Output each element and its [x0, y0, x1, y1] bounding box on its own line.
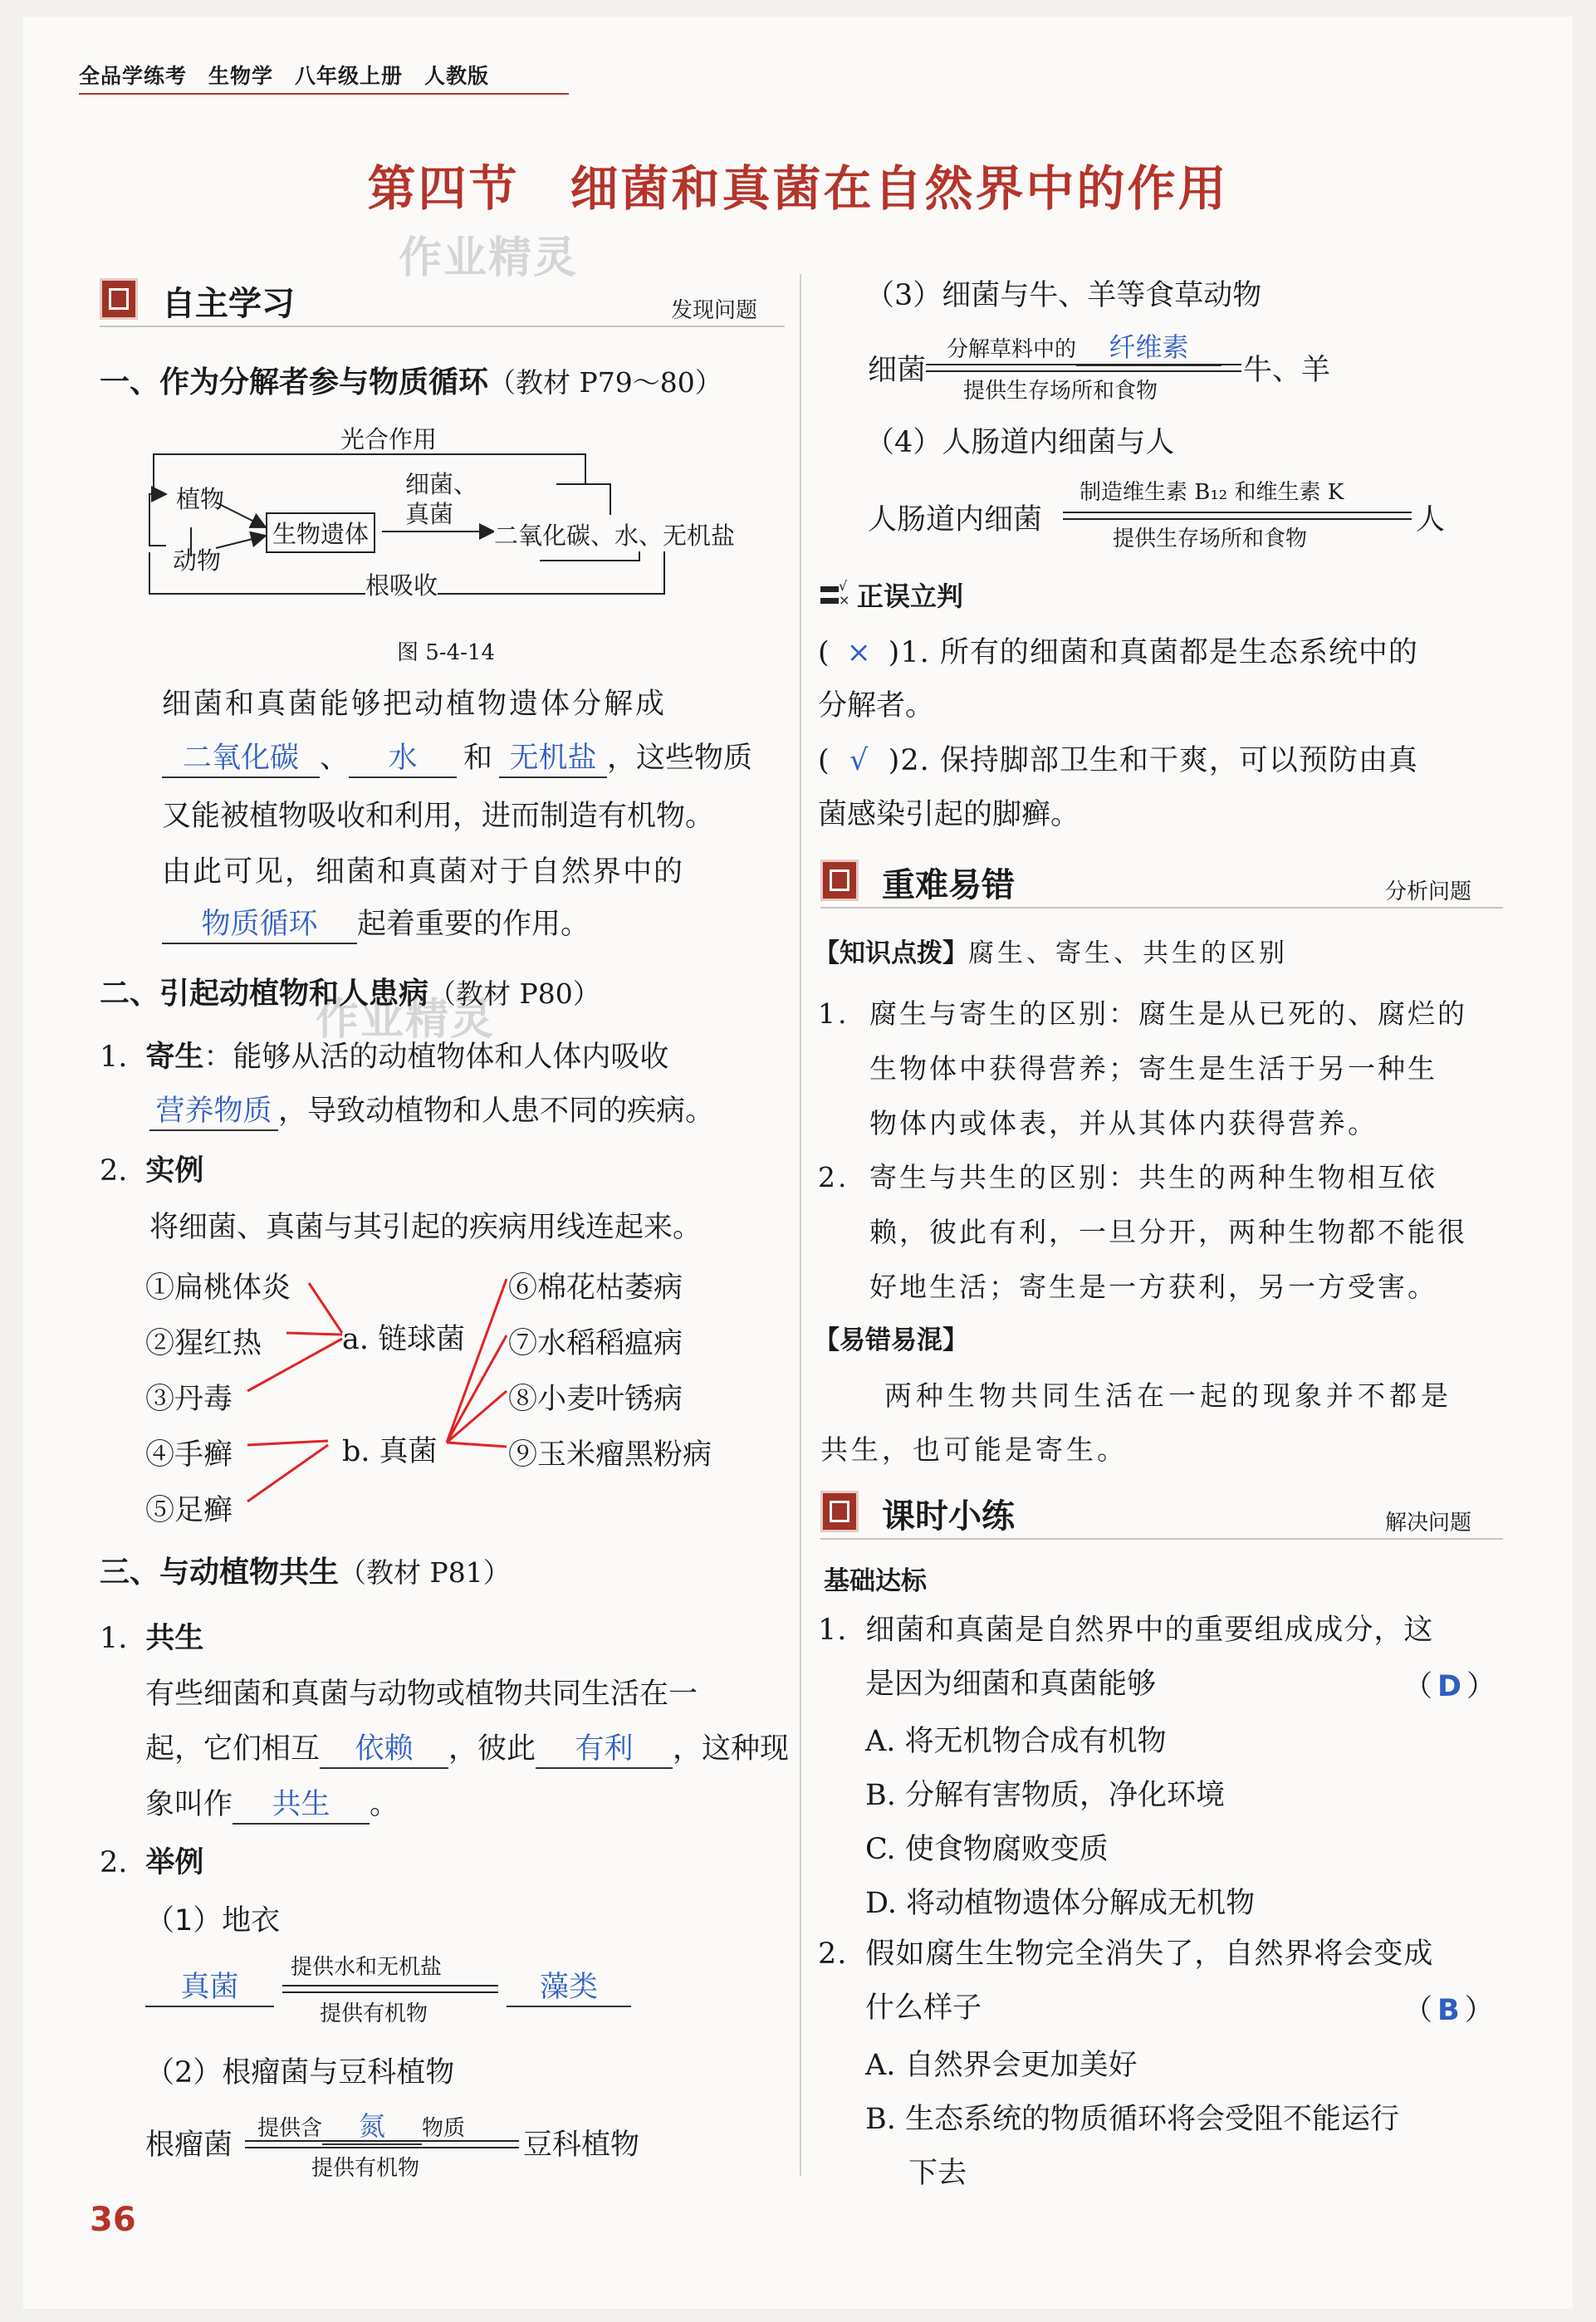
- example-title: （4）人肠道内细菌与人: [865, 426, 1175, 459]
- option: C. 使食物腐败变质: [865, 1833, 1109, 1866]
- text-line: 二氧化碳 、 水 和 无机盐 ，这些物质: [162, 735, 752, 778]
- item-line: 2. 实例: [100, 1154, 204, 1188]
- question-answer: D: [1437, 1670, 1462, 1703]
- relation-right: 豆科植物: [523, 2128, 640, 2162]
- figure-caption: 图 5-4-14: [397, 640, 496, 665]
- judge-title: 正误立判: [857, 580, 964, 612]
- answer-blank: 二氧化碳: [162, 735, 320, 778]
- item-line: 2. 举例: [100, 1846, 204, 1879]
- section-icon: [820, 1491, 859, 1532]
- example-title: （3）细菌与牛、羊等食草动物: [865, 279, 1262, 312]
- answer-paren: （ B ）: [1403, 1994, 1494, 2027]
- relation-right: 牛、羊: [1243, 354, 1331, 387]
- judge-item: 菌感染引起的脚癣。: [818, 798, 1080, 831]
- disease-item: ⑥棉花枯萎病: [508, 1271, 683, 1305]
- disease-list-left: [145, 1261, 291, 1539]
- relation-top: 分解草料中的 纤维素: [947, 326, 1221, 366]
- answer-blank: 依赖: [320, 1726, 448, 1769]
- text-line: 由此可见，细菌和真菌对于自然界中的: [162, 855, 685, 889]
- grade: 八年级上册: [295, 64, 404, 88]
- section-title: 自主学习: [162, 285, 295, 323]
- double-arrow-line: [1063, 518, 1412, 520]
- pathogen-item: a. 链球菌: [342, 1323, 466, 1356]
- knowledge-point-2: 2. 寄生与共生的区别：共生的两种生物相互依 赖，彼此有利，一旦分开，两种生物都不能很 好地生活；寄生是一方获利，另一方受害。: [818, 1161, 1467, 1303]
- relation-bottom: 提供生存场所和食物: [963, 379, 1158, 404]
- item-line: 将细菌、真菌与其引起的疾病用线连起来。: [149, 1211, 703, 1244]
- disease-list-right: [508, 1261, 712, 1483]
- question-2-stem: 什么样子: [865, 1991, 982, 2025]
- section-title: 重难易错: [882, 866, 1015, 904]
- double-arrow-line: [282, 1985, 498, 1986]
- judge-item: 分解者。: [818, 689, 935, 723]
- judge-answer: √: [849, 744, 869, 777]
- page-number: 36: [90, 2201, 136, 2239]
- text-line: 有些细菌和真菌与动物或植物共同生活在一: [145, 1678, 698, 1711]
- section-title: 课时小练: [882, 1497, 1015, 1536]
- answer-blank: 有利: [536, 1726, 673, 1769]
- remains-box: 生物遗体: [266, 512, 375, 553]
- relation-bottom: 提供有机物: [311, 2156, 420, 2181]
- option: D. 将动植物遗体分解成无机物: [865, 1887, 1256, 1920]
- section-tag: 发现问题: [671, 298, 758, 323]
- judge-item: ( √ )2. 保持脚部卫生和干爽，可以预防由真: [818, 744, 1418, 777]
- disease-item: ⑤足癣: [145, 1494, 233, 1527]
- subsection-title: 基础达标: [824, 1566, 927, 1596]
- disease-item: ②猩红热: [145, 1327, 262, 1360]
- answer-blank: 真菌: [145, 1964, 274, 2007]
- edition: 人教版: [424, 64, 490, 88]
- answer-blank: 水: [349, 735, 457, 778]
- text-line: 起，它们相互 依赖 ，彼此 有利 ，这种现: [145, 1726, 789, 1769]
- watermark: 作业精灵: [316, 995, 496, 1045]
- question-1: 1. 细菌和真菌是自然界中的重要组成成分，这: [818, 1614, 1434, 1647]
- question-1-stem: 是因为细菌和真菌能够: [865, 1668, 1157, 1701]
- double-arrow-line: [245, 2140, 519, 2142]
- check-cross-icon: √ ×: [820, 581, 849, 610]
- example-title: （1）地衣: [145, 1904, 281, 1937]
- pathogen-item: b. 真菌: [342, 1435, 438, 1468]
- answer-blank: 无机盐: [499, 735, 607, 778]
- answer-paren: （ D ）: [1403, 1670, 1496, 1703]
- answer-blank: 藻类: [507, 1964, 631, 2007]
- section-icon: [820, 860, 859, 901]
- section-tag: 分析问题: [1385, 879, 1472, 904]
- animal-label: 动物: [173, 546, 222, 575]
- section-rule: [820, 907, 1503, 909]
- confuse-text: 两种生物共同生活在一起的现象并不都是: [884, 1379, 1452, 1412]
- question-2: 2. 假如腐生生物完全消失了，自然界将会变成: [818, 1937, 1434, 1971]
- double-arrow-line: [245, 2147, 519, 2148]
- text-line: 象叫作 共生 。: [145, 1781, 399, 1825]
- item-line: 1. 寄生：能够从活的动植物体和人体内吸收: [100, 1041, 669, 1074]
- answer-blank: 营养物质: [149, 1088, 278, 1131]
- text-line: 物质循环 起着重要的作用。: [162, 901, 590, 944]
- book-name: 全品学练考: [79, 64, 188, 88]
- judge-answer: ×: [846, 636, 872, 669]
- double-arrow-line: [282, 1991, 498, 1993]
- option: A. 自然界会更加美好: [865, 2049, 1138, 2082]
- subject: 生物学: [208, 64, 274, 88]
- decomposer-label: 细菌、 真菌: [405, 470, 478, 528]
- answer-blank: 共生: [233, 1781, 370, 1825]
- products-label: 二氧化碳、水、无机盐: [494, 517, 735, 551]
- section-rule: [820, 1538, 1503, 1540]
- confuse-text: 共生，也可能是寄生。: [820, 1433, 1128, 1466]
- options-list: [865, 2039, 1399, 2201]
- root-absorb-label: 根吸收: [365, 567, 438, 601]
- relation-right: 人: [1416, 503, 1446, 536]
- disease-item: ④手癣: [145, 1438, 233, 1472]
- item-line: 1. 共生: [100, 1622, 204, 1655]
- double-arrow-line: [1063, 512, 1412, 513]
- answer-blank: 纤维素: [1076, 326, 1221, 366]
- knowledge-point-1: 1. 腐生与寄生的区别：腐生是从已死的、腐烂的 生物体中获得营养；寄生是生活于另一种生 物体内或体表，并从其体内获得营养。: [818, 997, 1467, 1139]
- column-divider: [800, 274, 801, 2176]
- part3-heading: 三、与动植物共生（教材 P81）: [100, 1555, 511, 1590]
- watermark: 作业精灵: [399, 233, 579, 283]
- option: A. 将无机物合成有机物: [865, 1725, 1167, 1758]
- text-line: 又能被植物吸收和利用，进而制造有机物。: [162, 800, 715, 833]
- section-tag: 解决问题: [1385, 1511, 1472, 1536]
- photosynthesis-label: 光合作用: [340, 425, 438, 453]
- confuse-heading: 【易错易混】: [814, 1325, 968, 1355]
- relation-left: 细菌: [868, 354, 927, 387]
- double-arrow-line: [926, 364, 1241, 365]
- relation-bottom: 提供有机物: [320, 2001, 428, 2026]
- disease-item: ⑧小麦叶锈病: [508, 1383, 683, 1416]
- disease-item: ⑦水稻稻瘟病: [508, 1327, 683, 1360]
- plant-label: 植物: [176, 485, 225, 513]
- disease-item: ③丹毒: [145, 1383, 233, 1416]
- relation-top: 制造维生素 B₁₂ 和维生素 K: [1080, 480, 1344, 505]
- knowledge-heading: 【知识点拨】腐生、寄生、共生的区别: [814, 938, 1288, 968]
- item-line: 营养物质 ，导致动植物和人患不同的疾病。: [149, 1088, 714, 1131]
- answer-blank: 物质循环: [162, 901, 357, 944]
- relation-top: 提供含 氮 物质: [257, 2105, 465, 2145]
- disease-item: ⑨玉米瘤黑粉病: [508, 1438, 712, 1472]
- option: B. 分解有害物质，净化环境: [865, 1779, 1225, 1812]
- options-list: [865, 1715, 1255, 1931]
- relation-top: 提供水和无机盐: [291, 1955, 443, 1980]
- relation-left: 人肠道内细菌: [868, 503, 1043, 536]
- option: B. 生态系统的物质循环将会受阻不能运行: [865, 2103, 1399, 2136]
- part2-heading: 二、引起动植物和人患病（教材 P80）: [100, 977, 600, 1011]
- part1-heading: 一、作为分解者参与物质循环（教材 P79～80）: [100, 365, 722, 399]
- page-title: 第四节 细菌和真菌在自然界中的作用: [367, 160, 1229, 217]
- relation-bottom: 提供生存场所和食物: [1113, 527, 1308, 551]
- text-line: 细菌和真菌能够把动植物遗体分解成: [162, 688, 668, 721]
- judge-item: ( × )1. 所有的细菌和真菌都是生态系统中的: [818, 636, 1418, 669]
- answer-blank: 氮: [322, 2105, 422, 2145]
- relation-left: 根瘤菌: [145, 2128, 233, 2162]
- option-continued: 下去: [908, 2157, 967, 2190]
- question-answer: B: [1437, 1994, 1460, 2027]
- example-title: （2）根瘤菌与豆科植物: [145, 2056, 455, 2089]
- double-arrow-line: [926, 370, 1241, 372]
- disease-item: ①扁桃体炎: [145, 1271, 291, 1305]
